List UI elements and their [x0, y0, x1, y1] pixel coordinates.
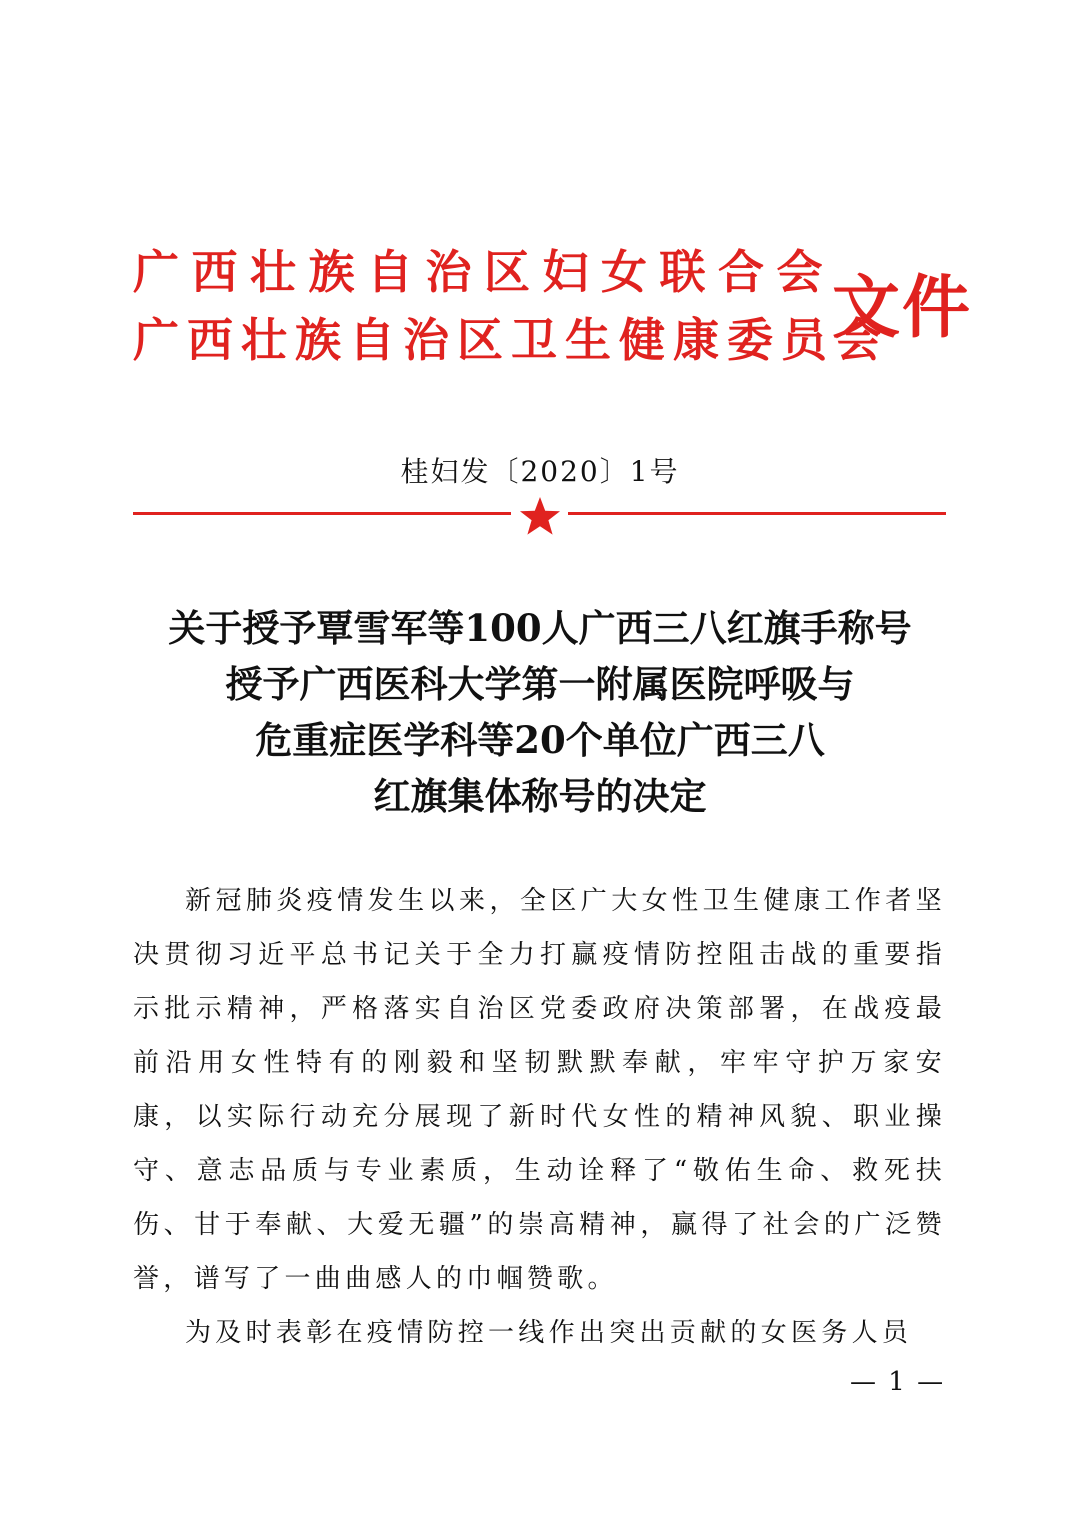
page-number: — 1 — — [850, 1367, 946, 1397]
title-line: 危重症医学科等20个单位广西三八 — [255, 718, 825, 762]
body-paragraph: 为及时表彰在疫情防控一线作出突出贡献的女医务人员 — [185, 1318, 913, 1348]
title-line: 关于授予覃雪军等100人广西三八红旗手称号 — [168, 606, 912, 650]
document-title — [0, 600, 1080, 824]
red-star-icon — [518, 496, 562, 536]
red-divider — [133, 496, 946, 536]
body-paragraph: 新冠肺炎疫情发生以来，全区广大女性卫生健康工作者坚决贯彻习近平总书记关于全力打赢疫情防控阻击战的重要指示批示精神，严格落实自治区党委政府决策部署，在战疫最前沿用女性特有的刚毅和坚韧默默奉献，牢牢守护万家安康，以实际行动充分展现了新时代女性的精神风貌、职业操守、意志品质与专业素质，生动诠释了“敬佑生命、救死扶伤、甘于奉献、大爱无疆”的崇高精神，赢得了社会的广泛赞誉，谱写了一曲曲感人的巾帼赞歌。 — [133, 886, 946, 1294]
issuer-line: 广西壮族自治区卫生健康委员会 — [133, 313, 889, 367]
issuer-block — [133, 238, 889, 374]
document-number: 桂妇发〔2020〕1号 — [400, 455, 680, 488]
issuer-line: 广西壮族自治区妇女联合会 — [133, 245, 835, 299]
divider-line-right — [568, 512, 946, 515]
document-body — [133, 874, 946, 1360]
title-line: 红旗集体称号的决定 — [373, 774, 707, 818]
divider-line-left — [133, 512, 511, 515]
title-line: 授予广西医科大学第一附属医院呼吸与 — [225, 662, 855, 706]
document-suffix: 文件 — [832, 268, 973, 348]
